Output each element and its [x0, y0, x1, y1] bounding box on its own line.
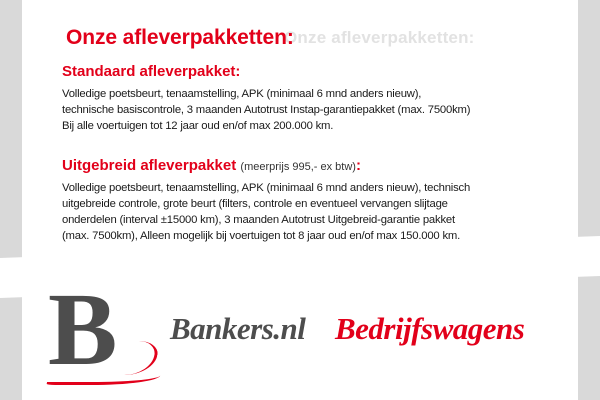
section-uitgebreid-line-3: onderdelen (interval ±15000 km), 3 maanden Autotrust Uitgebreid-garantie pakket	[62, 214, 455, 227]
section-uitgebreid-heading	[62, 157, 562, 175]
section-uitgebreid-heading-colon: :	[355, 157, 361, 174]
section-standaard-line-3: Bij alle voertuigen tot 12 jaar oud en/of max 200.000 km.	[62, 120, 334, 133]
section-uitgebreid-line-1: Volledige poetsbeurt, tenaamstelling, APK (minimaal 6 mnd anders nieuw), technisch	[62, 182, 471, 194]
section-uitgebreid	[62, 157, 562, 244]
section-standaard-line-2: technische basiscontrole, 3 maanden Autotrust Instap-garantiepakket (max. 7500km)	[62, 104, 471, 117]
footer-logo-area	[30, 272, 570, 393]
section-uitgebreid-line-4: (max. 7500km), Alleen mogelijk bij voertuigen tot 8 jaar oud en/of max 150.000 km.	[62, 230, 461, 243]
section-standaard-line-1: Volledige poetsbeurt, tenaamstelling, APK (minimaal 6 mnd anders nieuw),	[62, 88, 422, 100]
brand-name: Bankers.nl	[170, 311, 306, 346]
watermark-title: Onze afleverpakketten:	[284, 28, 475, 47]
section-standaard-heading: Standaard afleverpakket:	[62, 63, 241, 80]
section-uitgebreid-heading-text: Uitgebreid afleverpakket	[62, 157, 237, 174]
section-standaard	[62, 63, 562, 134]
footer-right-grey-bar	[578, 277, 600, 400]
section-uitgebreid-line-2: uitgebreide controle, grote beurt (filters, controle en eventueel vervangen slijtage	[62, 198, 448, 211]
section-uitgebreid-note: (meerprijs 995,- ex btw)	[240, 161, 356, 173]
logo-letter-b: B	[48, 272, 114, 387]
brand-category: Bedrijfswagens	[335, 311, 525, 346]
page-title: Onze afleverpakketten:	[66, 26, 294, 49]
